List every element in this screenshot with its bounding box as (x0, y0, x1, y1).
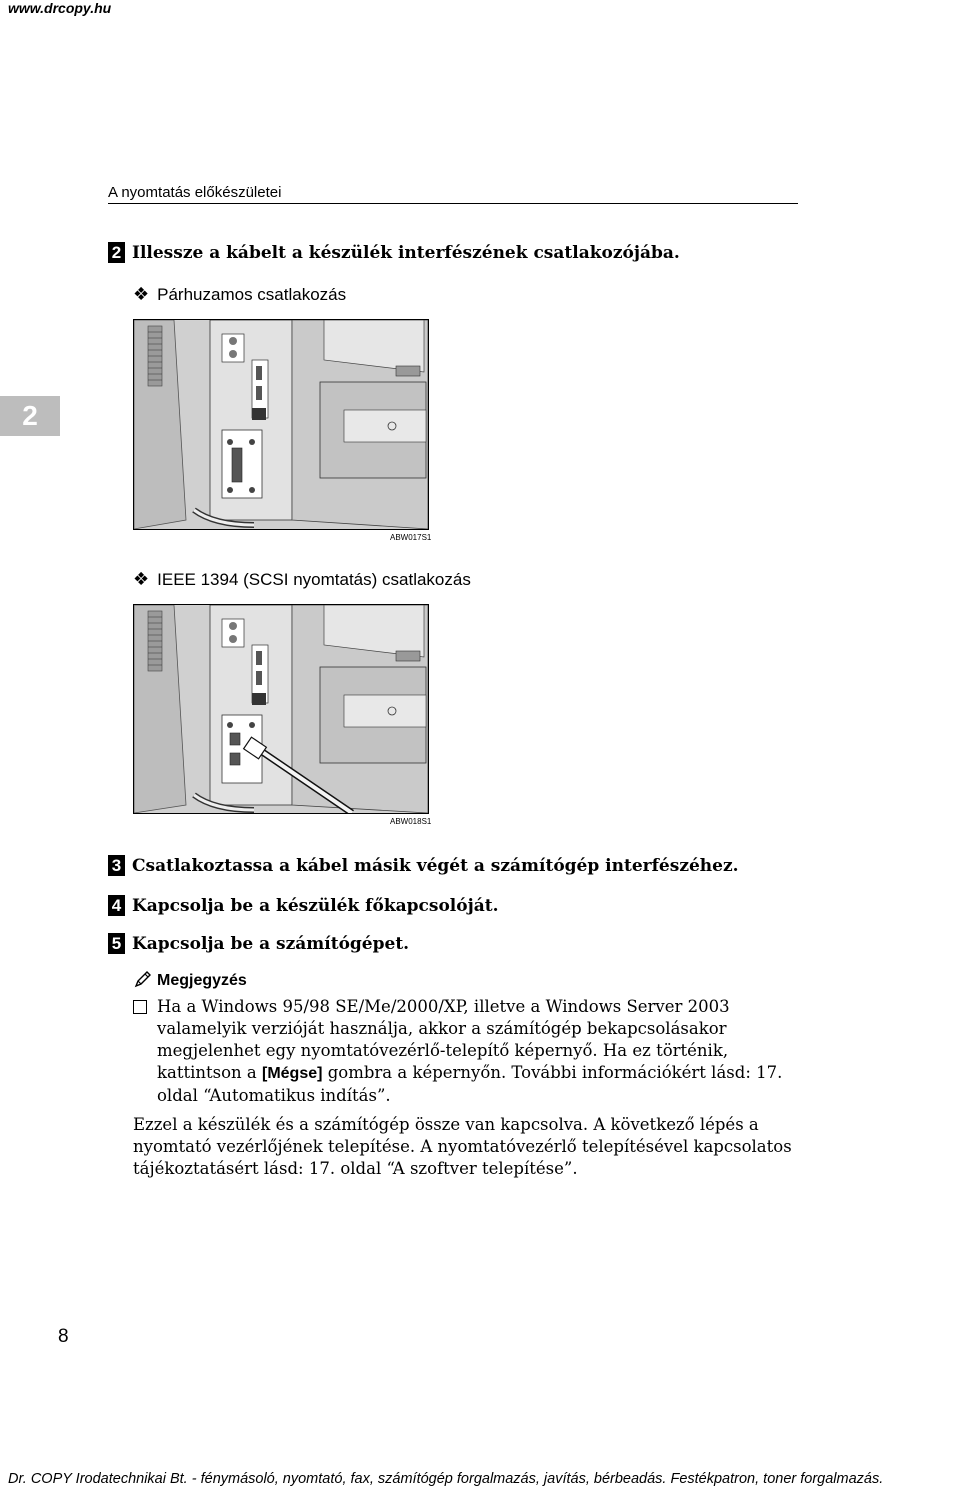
pencil-icon (133, 969, 153, 994)
printer-rear-parallel-illustration (134, 320, 428, 529)
top-url[interactable]: www.drcopy.hu (8, 0, 112, 16)
subsection-ieee1394 (133, 569, 471, 590)
page-number: 8 (58, 1326, 69, 1347)
diamond-bullet-icon: ❖ (133, 284, 150, 304)
parallel-connection-illustration (133, 319, 429, 530)
subsection-title: Párhuzamos csatlakozás (157, 284, 347, 304)
note-text-after: gombra a képernyőn. További információkért lásd: 17. oldal “Automatikus indítás”. (157, 1063, 783, 1105)
diamond-bullet-icon: ❖ (133, 569, 150, 589)
step-text: Kapcsolja be a számítógépet. (132, 933, 410, 954)
note-heading: Megjegyzés (157, 972, 247, 989)
step-number-badge: 4 (108, 895, 125, 916)
summary-paragraph: Ezzel a készülék és a számítógép össze van kapcsolva. A következő lépés a nyomtató vezérlőjének telepítése. A nyomtatóvezérlő telepítésével kapcsolatos tájékoztatásért lásd: 17. oldal “A szoftver telepítése”. (133, 1115, 792, 1178)
step-text: Illessze a kábelt a készülék interfészének csatlakozójába. (132, 242, 680, 263)
step-number-badge: 2 (108, 242, 125, 263)
step-text: Kapcsolja be a készülék főkapcsolóját. (132, 895, 499, 916)
note-text (157, 996, 797, 1107)
printer-rear-ieee1394-illustration (134, 605, 428, 813)
header-divider (108, 203, 798, 204)
figure-code: ABW017S1 (390, 533, 432, 542)
step-number-badge: 5 (108, 933, 125, 954)
step-text: Csatlakoztassa a kábel másik végét a számítógép interfészéhez. (132, 855, 739, 876)
footer-text: Dr. COPY Irodatechnikai Bt. - fénymásoló, nyomtató, fax, számítógép forgalmazás, javítás, bérbeadás. Festékpatron, toner forgalmazás. (8, 1471, 884, 1487)
ieee1394-connection-illustration (133, 604, 429, 814)
cancel-key-label: [Mégse] (262, 1065, 323, 1082)
step-3 (108, 855, 739, 876)
note-text-before: Ha a Windows 95/98 SE/Me/2000/XP, illetve a Windows Server 2003 valamelyik verzióját használja, akkor a számítógép bekapcsolásakor megjelenhet egy nyomtatóvezérlő-telepítő képernyő. Ha ez történik, kattintson a (157, 997, 730, 1082)
figure-code: ABW018S1 (390, 817, 432, 826)
step-number-badge: 3 (108, 855, 125, 876)
note-bullet-box (133, 1000, 147, 1014)
chapter-tab: 2 (0, 396, 60, 436)
subsection-parallel (133, 284, 346, 305)
step-2 (108, 242, 680, 263)
step-4 (108, 895, 499, 916)
subsection-title: IEEE 1394 (SCSI nyomtatás) csatlakozás (157, 569, 471, 589)
step-5 (108, 933, 409, 954)
page-header-title: A nyomtatás előkészületei (108, 184, 282, 201)
